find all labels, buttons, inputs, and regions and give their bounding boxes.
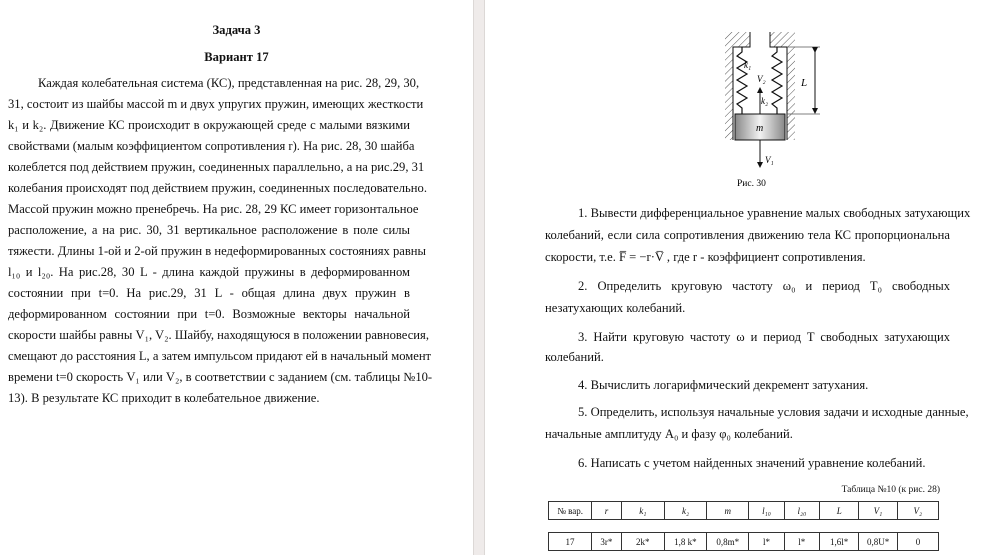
- question-line: незатухающих колебаний.: [545, 301, 686, 315]
- figure-caption: Рис. 30: [737, 179, 766, 189]
- text-line: тяжести. Длины 1-ой и 2-ой пружин в недеформированных состояниях равны: [8, 244, 426, 258]
- table-cell: 2k*: [621, 533, 664, 551]
- label-k1: k₁: [744, 60, 752, 70]
- table-data: [548, 532, 939, 551]
- table-header-cell: V₂: [897, 502, 938, 520]
- question-line: 3. Найти круговую частоту ω и период T свободных затухающих: [578, 330, 950, 344]
- table-header-cell: k₂: [664, 502, 706, 520]
- question-line: 5. Определить, используя начальные условия задачи и исходные данные,: [578, 405, 969, 419]
- table-header-cell: l₁₀: [749, 502, 784, 520]
- table-cell: 1,8 k*: [664, 533, 706, 551]
- text-line: k₁ и k₂. Движение КС происходит в окружающей среде с малыми вязкими: [8, 118, 410, 132]
- question-line: 4. Вычислить логарифмический декремент затухания.: [578, 378, 869, 392]
- table-header-cell: V₁: [859, 502, 897, 520]
- text-line: смещают до расстояния L, а затем импульсом придают ей в начальный момент: [8, 349, 432, 363]
- table-cell: 17: [549, 533, 592, 551]
- table-cell: 3r*: [592, 533, 622, 551]
- table-cell: 0,8U*: [859, 533, 898, 551]
- label-m: m: [756, 123, 764, 134]
- page-gutter: [473, 0, 485, 555]
- table-header-cell: r: [592, 502, 621, 520]
- text-line: l₁₀ и l₂₀. На рис.28, 30 L - длина каждой пружины в деформированном: [8, 265, 410, 279]
- table-cell: 1,6l*: [819, 533, 858, 551]
- table-caption: Таблица №10 (к рис. 28): [841, 485, 940, 495]
- text-line: времени t=0 скорость V₁ или V₂, в соответствии с заданием (см. таблицы №10-: [8, 370, 433, 384]
- table-cell: 0,8m*: [706, 533, 748, 551]
- table-header-cell: L: [820, 502, 859, 520]
- right-page: [485, 0, 1000, 555]
- question-line: начальные амплитуду A₀ и фазу φ₀ колебаний.: [545, 427, 793, 441]
- label-k2: k₂: [761, 96, 769, 106]
- spring-k2: [772, 47, 782, 115]
- table-header: [548, 501, 939, 520]
- text-line: скорости шайбы равны V₁, V₂. Шайбу, находящуюся в положении равновесия,: [8, 328, 429, 342]
- table-header-cell: k₁: [621, 502, 664, 520]
- text-line: колеблется под действием пружин, соединенных параллельно, а на рис.29, 31: [8, 160, 425, 174]
- label-v1: V₁: [765, 155, 774, 165]
- question-line: колебаний.: [545, 350, 604, 364]
- task-heading: Задача 3: [212, 23, 261, 37]
- question-line: 1. Вывести дифференциальное уравнение малых свободных затухающих: [578, 206, 971, 220]
- text-line: Массой пружин можно пренебречь. На рис. 28, 29 КС имеет горизонтальное: [8, 202, 419, 216]
- text-line: состоянии при t=0. На рис.29, 31 L - общая длина двух пружин в: [8, 286, 410, 300]
- table-cell: l*: [784, 533, 819, 551]
- text-line: расположение, а на рис. 30, 31 вертикальное расположение в поле силы: [8, 223, 410, 237]
- table-header-cell: m: [707, 502, 749, 520]
- question-line: 6. Написать с учетом найденных значений уравнение колебаний.: [578, 456, 926, 470]
- text-line: 31, состоит из шайбы массой m и двух упругих пружин, имеющих жесткости: [8, 97, 424, 111]
- question-line: скорости, т.е. F̅ = −r·V̅ , где r - коэффициент сопротивления.: [545, 250, 866, 264]
- text-line: 13). В результате КС приходит в колебательное движение.: [8, 391, 320, 405]
- table-header-cell: № вар.: [549, 502, 592, 520]
- text-line: деформированном состоянии при t=0. Возможные векторы начальной: [8, 307, 410, 321]
- table-header-cell: l₂₀: [784, 502, 819, 520]
- variant-heading: Вариант 17: [204, 50, 269, 64]
- spring-k1: [737, 47, 747, 115]
- text-line: колебания происходят под действием пружин, соединенных последовательно.: [8, 181, 427, 195]
- text-line: Каждая колебательная система (КС), представленная на рис. 28, 29, 30,: [38, 76, 420, 90]
- spring-mass-figure: [700, 10, 840, 200]
- table-cell: 0: [897, 533, 938, 551]
- question-line: колебаний, если сила сопротивления движению тела КС пропорциональна: [545, 228, 950, 242]
- table-cell: l*: [749, 533, 784, 551]
- label-L: L: [801, 77, 808, 89]
- left-page: [0, 0, 473, 555]
- question-line: 2. Определить круговую частоту ω₀ и период T₀ свободных: [578, 279, 950, 293]
- text-line: свойствами (малым коэффициентом сопротивления r). На рис. 28, 30 шайба: [8, 139, 415, 153]
- label-v2: V₂: [757, 74, 766, 84]
